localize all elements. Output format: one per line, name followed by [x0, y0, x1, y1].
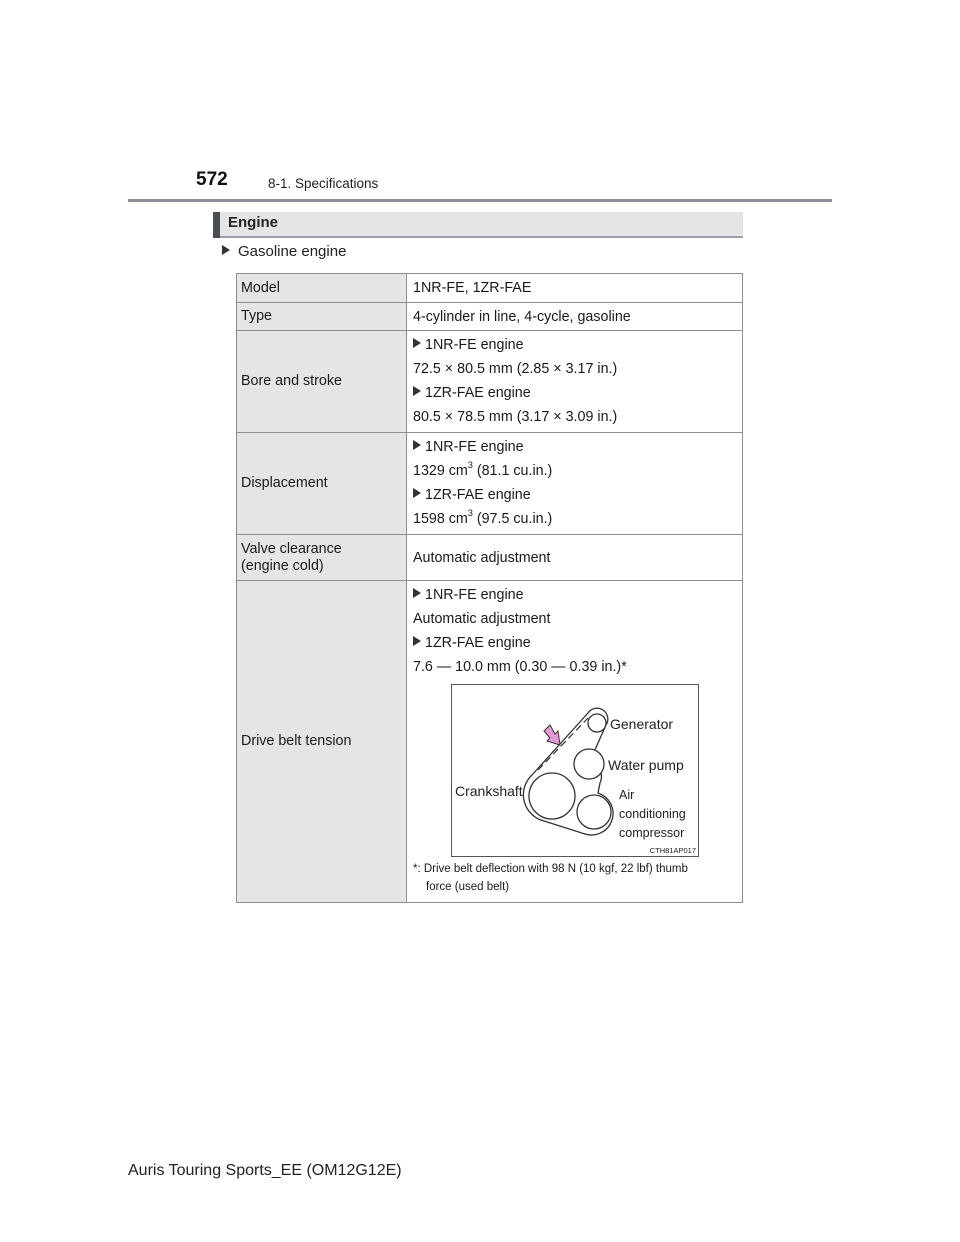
engine-heading-bar — [213, 212, 743, 238]
bore-1zr-heading: 1ZR-FAE engine — [413, 384, 736, 402]
heading-marker — [213, 212, 220, 238]
bore-1nr-value: 72.5 × 80.5 mm (2.85 × 3.17 in.) — [413, 361, 618, 377]
section-title: 8-1. Specifications — [268, 176, 379, 191]
table-row-valve — [237, 535, 743, 581]
valve-label: Valve clearance (engine cold) — [237, 535, 407, 581]
press-arrow-icon — [544, 725, 560, 745]
table-row-belt — [237, 581, 743, 903]
belt-1zr-heading: 1ZR-FAE engine — [413, 634, 736, 652]
displacement-value — [407, 433, 743, 535]
triangle-bullet-icon — [413, 440, 421, 450]
belt-label: Drive belt tension — [237, 581, 407, 903]
engine-spec-table — [236, 273, 743, 903]
table-row-displacement — [237, 433, 743, 535]
triangle-bullet-icon — [222, 245, 230, 255]
page-number: 572 — [196, 169, 228, 190]
belt-1nr-value: Automatic adjustment — [413, 611, 551, 627]
valve-value: Automatic adjustment — [407, 535, 743, 581]
triangle-bullet-icon — [413, 338, 421, 348]
bore-1nr-heading: 1NR-FE engine — [413, 336, 736, 354]
triangle-bullet-icon — [413, 488, 421, 498]
crankshaft-label: Crankshaft — [455, 783, 523, 799]
water-pump-label: Water pump — [608, 757, 684, 773]
disp-1zr-heading: 1ZR-FAE engine — [413, 486, 736, 504]
gasoline-engine-label: Gasoline engine — [238, 243, 347, 260]
table-row-bore — [237, 331, 743, 433]
header-divider — [128, 199, 832, 202]
ac-compressor-pulley — [577, 795, 611, 829]
type-value: 4-cylinder in line, 4-cycle, gasoline — [407, 303, 743, 331]
type-label: Type — [237, 303, 407, 331]
belt-footnote: *: Drive belt deflection with 98 N (10 kgf, 22 lbf) thumb force (used belt) — [413, 863, 688, 893]
crankshaft-pulley — [529, 773, 575, 819]
disp-1nr-heading: 1NR-FE engine — [413, 438, 736, 456]
displacement-label: Displacement — [237, 433, 407, 535]
water-pump-pulley — [574, 749, 604, 779]
generator-pulley — [588, 714, 606, 732]
triangle-bullet-icon — [413, 588, 421, 598]
model-label: Model — [237, 274, 407, 303]
belt-1zr-value: 7.6 — 10.0 mm (0.30 — 0.39 in.)* — [413, 659, 627, 675]
model-value: 1NR-FE, 1ZR-FAE — [407, 274, 743, 303]
bore-label: Bore and stroke — [237, 331, 407, 433]
ac-compressor-label: Air conditioning compressor — [619, 788, 686, 840]
generator-label: Generator — [610, 716, 674, 732]
page-footer: Auris Touring Sports_EE (OM12G12E) — [128, 1162, 402, 1179]
disp-1nr-value: 1329 $cm^3$ (81.1 cu.in.) — [413, 460, 553, 479]
gasoline-engine-heading — [222, 243, 346, 260]
belt-1nr-heading: 1NR-FE engine — [413, 586, 736, 604]
disp-1zr-value: 1598 $cm^3$ (97.5 cu.in.) — [413, 508, 553, 527]
diagram-code: CTH81AP017 — [649, 846, 696, 855]
belt-value — [407, 581, 743, 903]
bore-1zr-value: 80.5 × 78.5 mm (3.17 × 3.09 in.) — [413, 409, 618, 425]
triangle-bullet-icon — [413, 386, 421, 396]
table-row-type — [237, 303, 743, 331]
triangle-bullet-icon — [413, 636, 421, 646]
table-row-model — [237, 274, 743, 303]
engine-heading: Engine — [228, 214, 279, 231]
drive-belt-diagram — [451, 684, 699, 857]
bore-value — [407, 331, 743, 433]
